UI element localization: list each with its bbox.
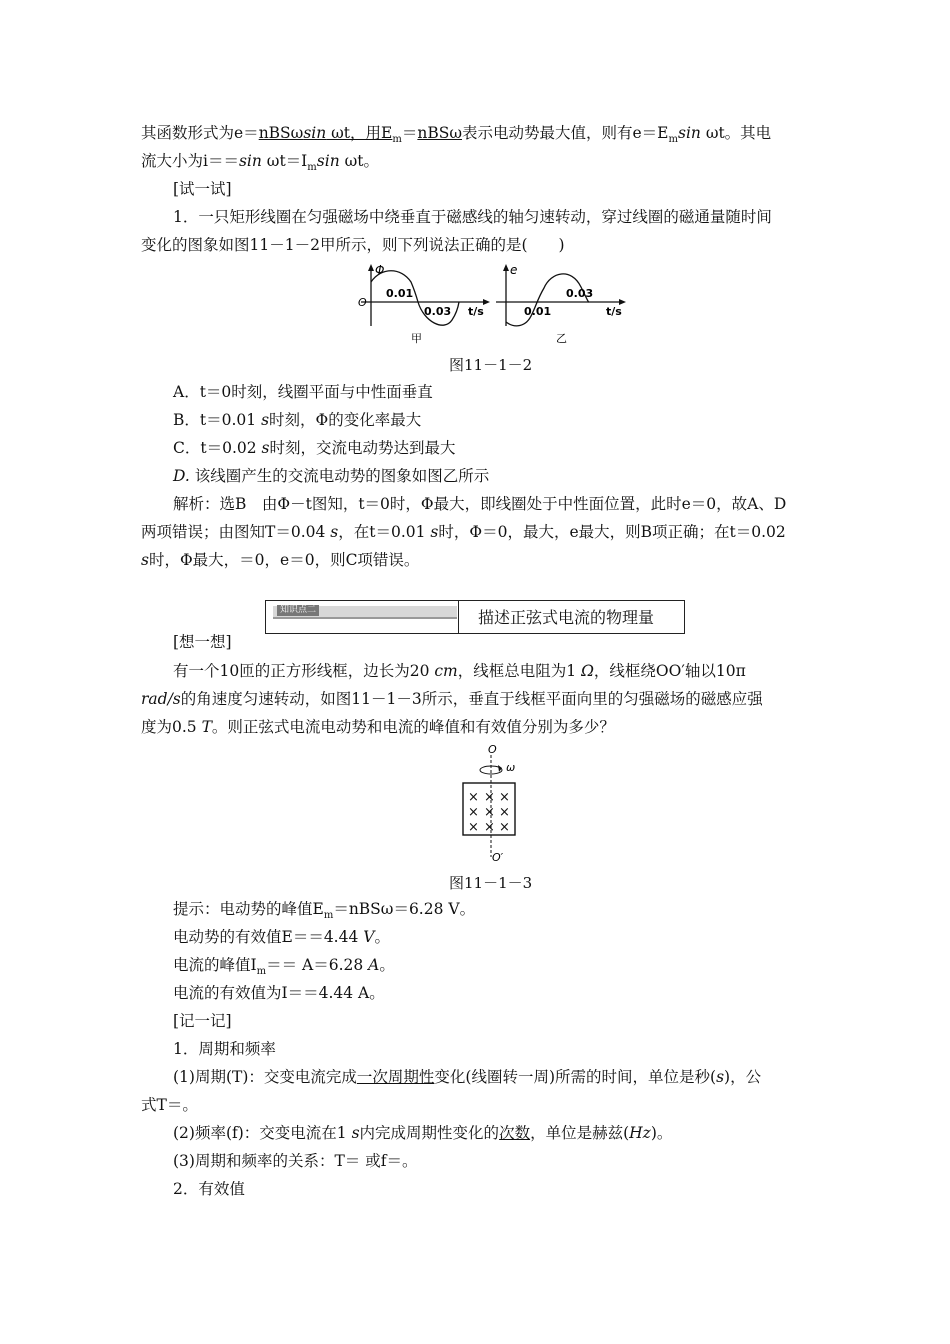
axis-bottom-label: O′ bbox=[492, 851, 504, 864]
answer-line-2: 两项错误；由图知T＝0.04 s，在t＝0.01 s时，Φ＝0，最大，e最大，则B项正确；在t＝0.02 bbox=[141, 523, 786, 541]
option-d: D. 该线圈产生的交流电动势的图象如图乙所示 bbox=[173, 467, 490, 485]
left-tick-001: 0.01 bbox=[386, 287, 414, 300]
problem-line-3: 度为0.5 T。则正弦式电流电动势和电流的峰值和有效值分别为多少？ bbox=[141, 718, 615, 736]
svg-text:×: × bbox=[499, 820, 510, 835]
note-heading: [记一记] bbox=[173, 1012, 232, 1030]
answer-line-3: s时，Φ最大，＝0，e＝0，则C项错误。 bbox=[141, 551, 420, 569]
para-line-2: 流大小为i＝＝sin $\omega t=I_m\sin$ ωt。 bbox=[141, 152, 379, 174]
hint-line-2: 电动势的有效值E＝＝4.44 V。 bbox=[173, 928, 390, 946]
section-tag: 知识点二 bbox=[273, 606, 457, 619]
option-a: A．t＝0时刻，线圈平面与中性面垂直 bbox=[173, 383, 433, 401]
think-heading: [想一想] bbox=[173, 633, 232, 651]
svg-text:×: × bbox=[468, 805, 479, 820]
section-title: 描述正弦式电流的物理量 bbox=[478, 608, 655, 627]
omega-label: ω bbox=[506, 761, 516, 774]
e-axis-label: e bbox=[510, 263, 518, 277]
option-c: C．t＝0.02 s时刻，交流电动势达到最大 bbox=[173, 439, 456, 457]
hint-line-1: 提示：电动势的峰值$E_m=nBS\omega=6.28$ V。 bbox=[173, 900, 476, 922]
question-line-2: 变化的图象如图11－1－2甲所示，则下列说法正确的是( ) bbox=[141, 236, 565, 254]
option-b: B．t＝0.01 s时刻，Φ的变化率最大 bbox=[173, 411, 422, 429]
hint-line-4: 电流的有效值为I＝＝4.44 A。 bbox=[173, 984, 385, 1002]
problem-line-2: rad/s的角速度匀速转动，如图11－1－3所示，垂直于线框平面向里的匀强磁场的磁感应强 bbox=[141, 690, 763, 708]
figure-11-1-3 bbox=[455, 745, 535, 865]
magnetic-field-crosses bbox=[468, 790, 510, 835]
left-tick-003: 0.03 bbox=[424, 305, 452, 318]
svg-text:×: × bbox=[484, 820, 495, 835]
axis-top-label: O bbox=[488, 745, 497, 756]
answer-line-1: 解析：选B 由Φ－t图知，t＝0时，Φ最大，即线圈处于中性面位置，此时e＝0，故A、D bbox=[173, 495, 787, 513]
origin-label: O bbox=[358, 296, 367, 309]
question-line-1: 1．一只矩形线圈在匀强磁场中绕垂直于磁感线的轴匀速转动，穿过线圈的磁通量随时间 bbox=[173, 208, 772, 226]
right-x-label: t/s bbox=[606, 305, 622, 318]
note-3: 式T＝。 bbox=[141, 1096, 198, 1114]
note-4: (2)频率(f)：交变电流在1 s内完成周期性变化的次数，单位是赫兹(Hz)。 bbox=[173, 1124, 673, 1142]
note-6: 2．有效值 bbox=[173, 1180, 245, 1198]
svg-text:×: × bbox=[499, 805, 510, 820]
note-2: (1)周期(T)：交变电流完成一次周期性变化(线圈转一周)所需的时间，单位是秒(s)，公 bbox=[173, 1068, 762, 1086]
svg-text:×: × bbox=[484, 790, 495, 805]
section-banner bbox=[265, 600, 685, 634]
try-heading: [试一试] bbox=[173, 180, 232, 198]
hint-line-3: 电流的峰值$I_m== A=6.28$ A。 bbox=[173, 956, 395, 978]
svg-text:×: × bbox=[468, 790, 479, 805]
svg-text:×: × bbox=[484, 805, 495, 820]
left-caption: 甲 bbox=[411, 332, 422, 345]
left-x-label: t/s bbox=[468, 305, 484, 318]
note-5: (3)周期和频率的关系：T＝ 或f＝。 bbox=[173, 1152, 418, 1170]
figure-11-1-2 bbox=[356, 262, 636, 352]
svg-text:×: × bbox=[468, 820, 479, 835]
figure-caption-1: 图11－1－2 bbox=[449, 356, 533, 374]
figure-caption-2: 图11－1－3 bbox=[449, 874, 533, 892]
note-1: 1．周期和频率 bbox=[173, 1040, 276, 1058]
problem-line-1: 有一个10匝的正方形线框，边长为20 cm，线框总电阻为1 Ω，线框绕OO′轴以10π bbox=[173, 662, 746, 680]
right-tick-001: 0.01 bbox=[524, 305, 552, 318]
right-tick-003: 0.03 bbox=[566, 287, 594, 300]
svg-text:×: × bbox=[499, 790, 510, 805]
right-caption: 乙 bbox=[556, 332, 567, 345]
phi-axis-label: Φ bbox=[375, 263, 385, 277]
para-line-1: 其函数形式为e＝nBSωsin ωt，用$E_m=nBS\omega$表示电动势最大值，则有$e=E_m\sin$ ωt。其电 bbox=[141, 124, 772, 146]
